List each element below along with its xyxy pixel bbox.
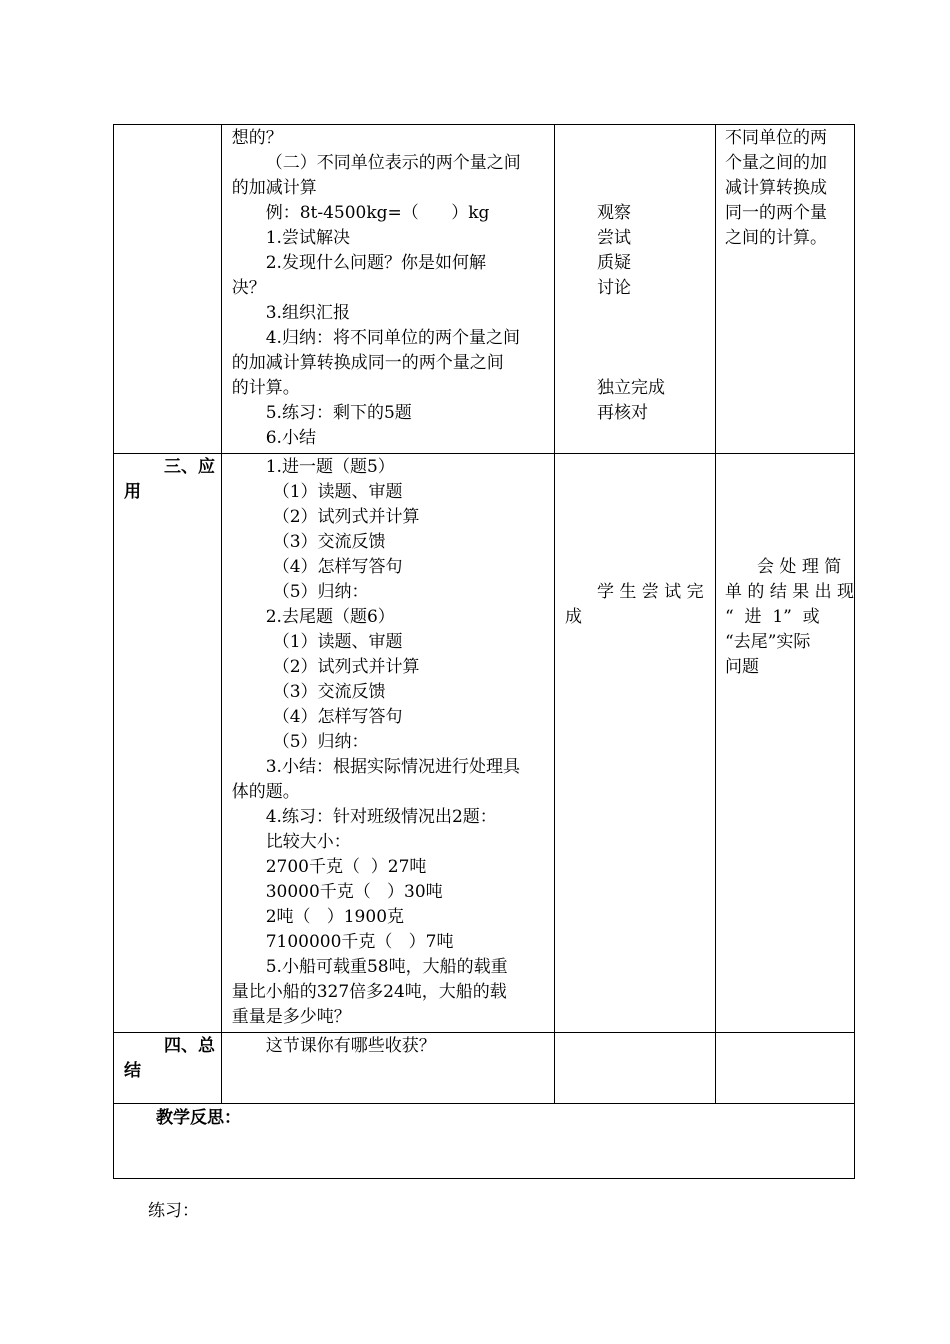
text-line: 比较大小： [265, 832, 351, 852]
content-cell [221, 1033, 554, 1104]
text-line: 的加减计算 [231, 178, 317, 198]
text-line: 讨论 [596, 278, 631, 298]
design-intent: 问题 [725, 657, 760, 677]
table-row [114, 125, 855, 454]
practice-label: 练习： [148, 1201, 199, 1221]
text-line: 之间的计算。 [725, 228, 828, 248]
content-text [222, 125, 554, 453]
purpose-cell [716, 1033, 855, 1104]
text-line: （2）试列式并计算 [272, 657, 420, 677]
text-line: 独立完成 [596, 378, 665, 398]
text-line: 1.进一题（题5） [265, 457, 395, 477]
text-line: （3）交流反馈 [272, 682, 386, 702]
text-line: 尝试 [596, 228, 631, 248]
activity-cell [554, 1033, 715, 1104]
text-line: 个量之间的加 [725, 153, 828, 173]
text-line: （5）归纳： [272, 732, 369, 752]
stage-title: 用 [124, 482, 141, 502]
purpose-cell [716, 125, 855, 454]
text-line: 质疑 [596, 253, 631, 273]
text-line: （4）怎样写答句 [272, 707, 403, 727]
text-line: （4）怎样写答句 [272, 557, 403, 577]
text-line: 7100000千克（ ）7吨 [265, 932, 454, 952]
text-line: 4.练习：针对班级情况出2题： [265, 807, 497, 827]
text-line: 不同单位的两 [725, 128, 828, 148]
text-line: 2吨（ ）1900克 [265, 907, 405, 927]
text-line: （5）归纳： [272, 582, 369, 602]
activity-cell [554, 125, 715, 454]
text-line: 2.发现什么问题？你是如何解 [265, 253, 486, 273]
text-line: 决？ [231, 278, 266, 298]
reflection-label: 教学反思： [156, 1108, 241, 1128]
text-line: 减计算转换成 [725, 178, 828, 198]
text-line: 体的题。 [231, 782, 300, 802]
text-line: （二）不同单位表示的两个量之间 [265, 153, 521, 173]
purpose-cell [716, 454, 855, 1033]
text-line: 的计算。 [231, 378, 300, 398]
text-line: 同一的两个量 [725, 203, 828, 223]
text-line: 例：8t-4500kg=（ ）kg [265, 203, 490, 223]
text-line: 3.组织汇报 [265, 303, 350, 323]
text-line: 想的？ [231, 128, 283, 148]
table-row [114, 1033, 855, 1104]
text-line: （2）试列式并计算 [272, 507, 420, 527]
design-intent: 会 处 理 简 [757, 557, 842, 577]
text-line: （3）交流反馈 [272, 532, 386, 552]
text-line: 量比小船的327倍多24吨，大船的载 [231, 982, 507, 1002]
design-intent [716, 125, 854, 253]
text-line: 4.归纳：将不同单位的两个量之间 [265, 328, 520, 348]
content-text [222, 454, 554, 1032]
text-line: 重量是多少吨？ [231, 1007, 351, 1027]
stage-cell [114, 1033, 222, 1104]
text-line: 再核对 [596, 403, 648, 423]
design-intent: “去尾”实际 [725, 632, 811, 652]
text-line: 6.小结 [265, 428, 316, 448]
stage-cell [114, 454, 222, 1033]
student-activity: 学 生 尝 试 完 [596, 582, 704, 602]
text-line: 1.尝试解决 [265, 228, 350, 248]
text-line: 2700千克（ ）27吨 [265, 857, 427, 877]
text-line: 5.小船可载重58吨，大船的载重 [265, 957, 508, 977]
content-cell [221, 125, 554, 454]
student-activities [597, 201, 707, 301]
lesson-plan-table [113, 124, 855, 1179]
text-line: 2.去尾题（题6） [265, 607, 395, 627]
text-line: 观察 [596, 203, 631, 223]
stage-title: 四、总 [164, 1036, 215, 1056]
text-line: （1）读题、审题 [272, 632, 403, 652]
reflection-row [114, 1104, 855, 1179]
stage-cell [114, 125, 222, 454]
text-line: （1）读题、审题 [272, 482, 403, 502]
student-activity: 成 [564, 607, 582, 627]
content-text: 这节课你有哪些收获？ [265, 1036, 436, 1056]
content-cell [221, 454, 554, 1033]
stage-title: 结 [124, 1061, 141, 1081]
text-line: 5.练习：剩下的5题 [265, 403, 412, 423]
stage-title: 三、应 [164, 457, 215, 477]
design-intent: “ 进 1” 或 [725, 607, 820, 627]
student-activities [597, 376, 707, 426]
text-line: 3.小结：根据实际情况进行处理具 [265, 757, 520, 777]
text-line: 30000千克（ ）30吨 [265, 882, 443, 902]
reflection-cell [114, 1104, 855, 1179]
activity-cell [554, 454, 715, 1033]
text-line: 的加减计算转换成同一的两个量之间 [231, 353, 504, 373]
table-row [114, 454, 855, 1033]
design-intent: 单 的 结 果 出 现 [725, 582, 855, 602]
